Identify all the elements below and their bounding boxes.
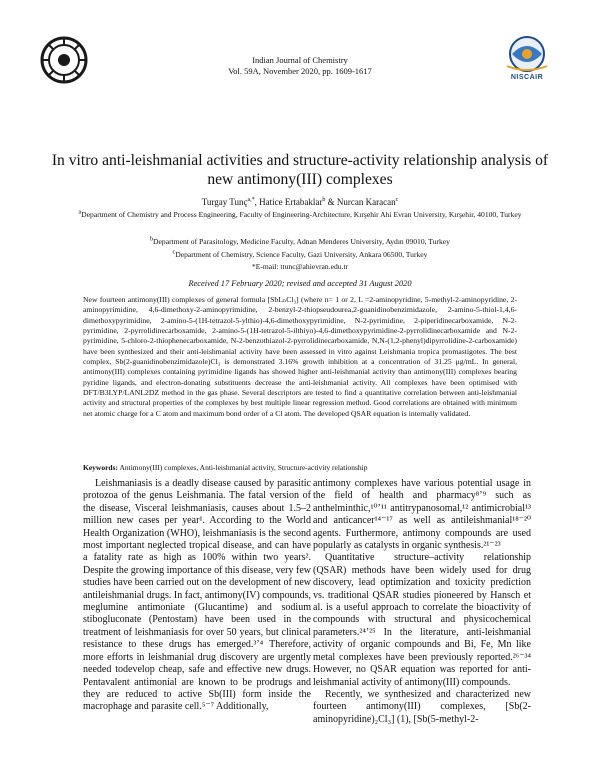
journal-volume: Vol. 59A, November 2020, pp. 1609-1617 [228, 66, 372, 76]
body-column-left [83, 478, 311, 714]
niscair-logo-text: NISCAIR [510, 74, 544, 81]
affiliation-c: $^c$Department of Chemistry, Science Faculty, Gazi University, Ankara 06500, Turkey [172, 249, 428, 259]
corresponding-email: *E-mail: ttunc@ahievran.edu.tr [251, 262, 349, 271]
keywords-label: Keywords: [83, 463, 118, 472]
body-paragraph: Quantitative structure–activity relationship (QSAR) methods have been widely used for drug discovery, lead optimization and toxicity prediction vs. traditional QSAR studies pioneered by Hansch et al. is a useful approach to correlate the bioactivity of compounds with structural and physicochemical parameters.²⁴ʼ²⁵ In the literature, anti-leishmanial activity of organic compounds and Bi, Fe, Mn like metal complexes have been previously reported.²⁶⁻³⁴ However, no QSAR equation was reported for anti-leishmanial activity of antimony(III) compounds. [313, 552, 531, 688]
journal-name: Indian Journal of Chemistry [252, 55, 348, 65]
author-list: Turgay Tunç$^{a,*}$, Hatice Ertabaklar$^b$ & Nurcan Karacan$^c$ [201, 197, 399, 207]
body-paragraph: Leishmaniasis is a deadly disease caused by parasitic protozoa of the genus Leishmania. The fatal version of the disease, Visceral leishmaniasis, causes about 1.5–2 million new cases per year¹. According to the World Health Organization (WHO), leishmaniasis is the second most important neglected tropical disease, and can have a fatality rate as high as 100% within two years². Despite the growing importance of this disease, very few studies have been carried out on the development of new antileishmanial drugs. In fact, antimony(IV) compounds, meglumine antimoniate (Glucantime) and sodium stibogluconate (Pentostam) have been used in the treatment of leishmaniasis for over 50 years, but clinical resistance to these drugs has emerged.³ʼ⁴ Therefore, more efforts in leishmanial drug discovery are urgently needed todevelop cheap, safe and effective new drugs. Pentavalent antimonial are known to be prodrugs and they are reduced to active Sb(III) form inside the macrophage and parasite cell.⁵⁻⁷ Additionally, [83, 478, 311, 713]
author-2-mark: b [322, 197, 326, 203]
body-paragraph: Recently, we synthesized and characterized new fourteen antimony(III) complexes, [Sb(2-aminopyridine)₂Cl₃] (1), [Sb(5-methyl-2- [313, 688, 531, 725]
author-1-mark: a,* [247, 197, 255, 203]
author-3-mark: c [395, 197, 399, 203]
body-column-right [313, 478, 531, 726]
abstract: New fourteen antimony(III) complexes of general formula [SbLₙCl₃] (where n= 1 or 2, L =2-aminopyridine, 5-methyl-2-aminopyridine, 2-aminopyrimidine, 4,6-dimethoxy-2-aminopyrimidine, 2-benzyl-2-thiopseudourea,2-guanidinobenzimidazole, 2-amino-5-thiol-1,4,6-dimethoxypyrimidine, 2-amino-5-(1H-tetrazol-5-ylthio)-4,6-dimethoxypyrimidine, N-2-pyrimidine, 2-piperidinecarboxamide, N-2-pyrimidine, 2-pyrrolidinecarboxamide, 2-amino-5-(1H-tetrazol-5-ilthiyo)-4,6-dimethoxypyrimidine-2-pyrrolidinecarboxamide and N-2-pyrimidine, 5-chloro-2-thiophenecarboxamide, N-2-benzothiazol-2-pyrrolidinecarboxamide, N,N-(1,2-phenyl)dipyrrolidine-2-carboxamide) have been synthesized and their anti-leishmanial activity have been assessed in vitro against Leishmania tropica promastigotes. The best complex, Sb(2-guanidinobenzimidazole)Cl₃ is demonstrated 3.16% growth inhibition at a concentration of 31.25 μg/mL. In general, antimony(III) complexes containing pyrimidine ligands has showed higher anti-leishmanial activity than antimony(III) complexes bearing pyridine ligands, and electron-donating substituents decrease the anti-leishmanial activity. All complexes have been optimised with DFT/B3LYP/LANL2DZ method in the gas phase. Several descriptors are tested to find a quantitative correlation between anti-leishmanial activity and structural properties of the complexes by best multiple linear regression method. Good correlations are obtained with minimum net atomic charge for a C atom and maximum bond order of a Cl atom. The developed QSAR equation is internally validated. [83, 295, 517, 418]
author-3: Nurcan Karacan [336, 197, 396, 207]
received-dates: Received 17 February 2020; revised and accepted 31 August 2020 [188, 279, 412, 288]
affiliation-a: $^a$Department of Chemistry and Process Engineering, Faculty of Engineering-Architecture, Kırşehir Ahi Evran University, Kırşehir, 40100, Turkey [78, 209, 522, 219]
author-1: Turgay Tunç [201, 197, 248, 207]
keywords-text: Antimony(III) complexes, Anti-leishmanial activity, Structure-activity relationship [119, 463, 368, 472]
keywords [83, 463, 517, 473]
journal-header [0, 55, 600, 77]
body-paragraph: antimony complexes have various potential usage in the field of health and pharmacy⁸ʼ⁹ such as anthelminthic,¹⁰ʼ¹¹ antitrypanosomal,¹² antimicrobial¹³ and anticancer¹⁴⁻¹⁷ as well as antileishmanial¹⁸⁻²⁰ agents. Furthermore, antimony compounds are used popularly as catalysts in organic synthesis.²¹⁻²³ [313, 478, 531, 552]
paper-title: In vitro anti-leishmanial activities and structure-activity relationship analysis of new antimony(III) complexes [51, 152, 549, 188]
affiliation-b: $^b$Department of Parasitology, Medicine Faculty, Adnan Menderes University, Aydın 09010, Turkey [150, 236, 450, 246]
author-2: Hatice Ertabaklar [259, 197, 323, 207]
